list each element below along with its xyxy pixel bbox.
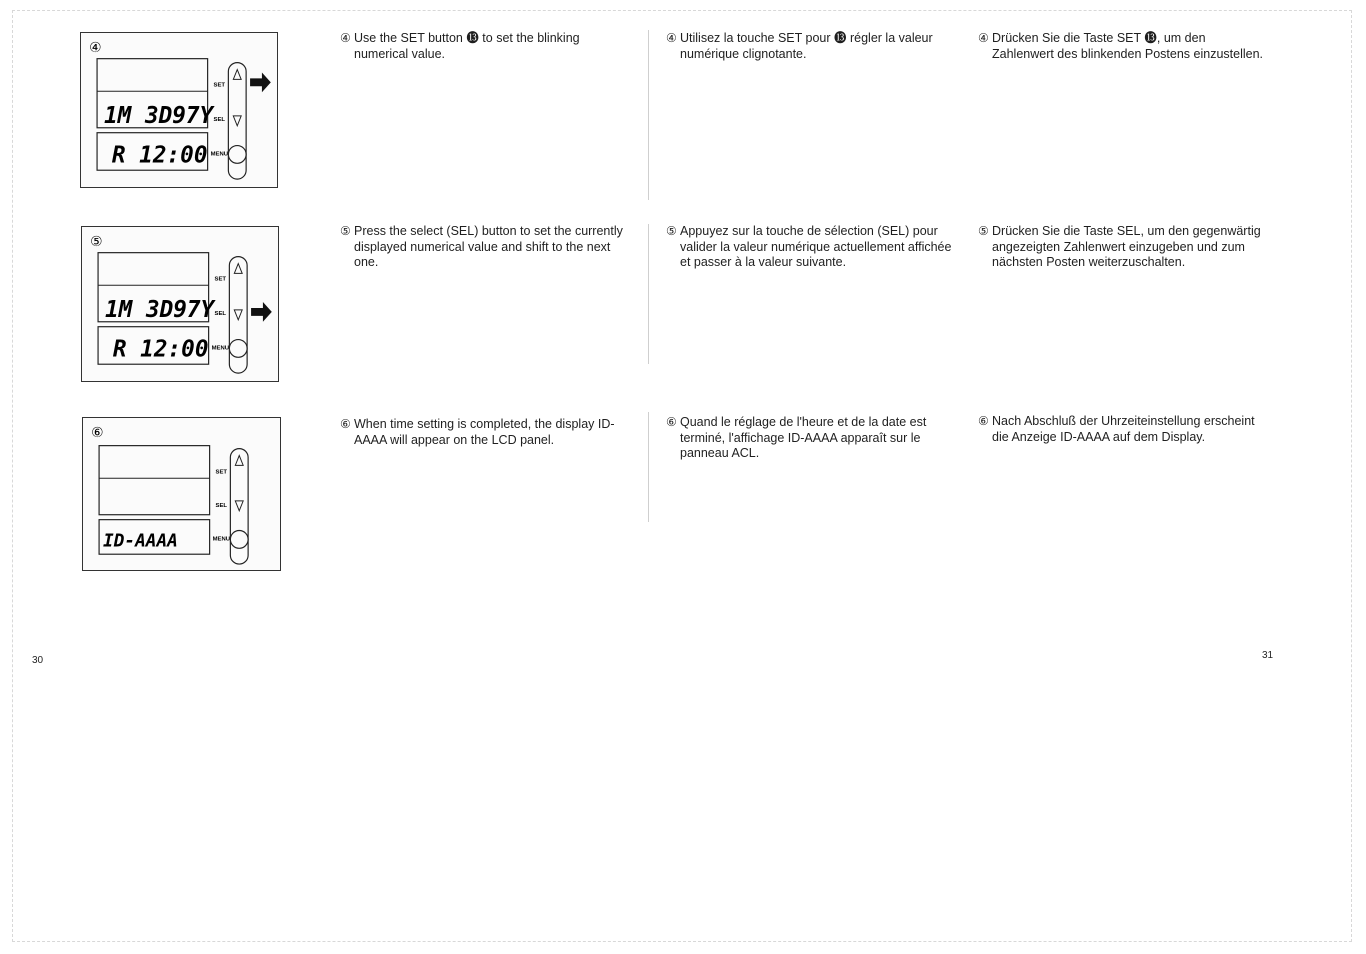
french-step-4-number: ④ [666,31,677,45]
french-step-5 [666,224,962,271]
menu-button-icon [228,146,246,164]
german-step-5-text: Drücken Sie die Taste SEL, um den gegenwärtig angezeigten Zahlenwert einzugeben und zum nächsten Posten weiterzuschalten. [992,224,1261,269]
down-arrow-icon [234,310,242,320]
figure-step-4 [80,32,278,188]
down-arrow-icon [233,116,241,126]
menu-label: MENU [211,345,229,352]
german-step-6-number: ⑥ [978,414,989,428]
page-number-right: 31 [1262,650,1274,661]
set-label: SET [214,276,227,283]
english-step-6-number: ⑥ [340,417,351,431]
set-label: SET [213,82,226,89]
german-step-6-text: Nach Abschluß der Uhrzeiteinstellung erscheint die Anzeige ID-AAAA auf dem Display. [992,414,1255,444]
page-divider [648,224,649,364]
lcd-top-frame [99,446,210,515]
english-step-4-number: ④ [340,31,351,45]
german-step-5 [978,224,1272,271]
page-number-left: 30 [32,655,44,666]
german-step-4-number: ④ [978,31,989,45]
lcd-time-value: ID-AAAA [103,531,178,552]
lcd-date-value: 1M 3D97Y [104,296,215,323]
french-step-6-text: Quand le réglage de l'heure et de la date est terminé, l'affichage ID-AAAA apparaît sur le panneau ACL. [680,415,927,460]
english-step-4 [340,31,638,62]
set-label: SET [215,469,228,476]
english-step-5-number: ⑤ [340,224,351,238]
menu-label: MENU [212,536,230,543]
english-step-5 [340,224,638,271]
figure-step-number: ⑥ [91,424,104,441]
lcd-time-value: R 12:00 [111,142,208,169]
english-step-6-text: When time setting is completed, the display ID-AAAA will appear on the LCD panel. [354,417,615,447]
up-arrow-icon [234,264,242,274]
button-strip [230,449,248,564]
device-illustration [83,418,280,570]
french-step-4 [666,31,962,62]
sel-label: SEL [213,116,226,123]
french-step-5-number: ⑤ [666,224,677,238]
english-step-5-text: Press the select (SEL) button to set the currently displayed numerical value and shift to the next one. [354,224,623,269]
page-divider [648,30,649,200]
german-step-4-text: Drücken Sie die Taste SET ⓭, um den Zahlenwert des blinkenden Postens einzustellen. [992,31,1264,61]
menu-button-icon [229,340,247,358]
lcd-date-value: 1M 3D97Y [103,102,214,129]
figure-step-6 [82,417,281,571]
page-divider [648,412,649,522]
german-step-5-number: ⑤ [978,224,989,238]
french-step-6-number: ⑥ [666,415,677,429]
up-arrow-icon [235,456,243,466]
german-step-6 [978,414,1272,445]
french-step-5-text: Appuyez sur la touche de sélection (SEL) pour valider la valeur numérique actuellement affichée et passer à la valeur suivante. [680,224,952,269]
up-arrow-icon [233,70,241,80]
button-strip [228,63,246,179]
french-step-4-text: Utilisez la touche SET pour ⓭ régler la valeur numérique clignotante. [680,31,933,61]
german-step-4 [978,31,1272,62]
english-step-6 [340,417,638,448]
figure-step-number: ④ [89,39,102,56]
figure-step-5 [81,226,279,382]
arrow-pointer-icon [250,72,271,92]
lcd-time-value: R 12:00 [112,336,209,363]
arrow-pointer-icon [251,302,272,322]
french-step-6 [666,415,962,462]
menu-button-icon [230,531,248,549]
menu-label: MENU [210,151,228,158]
down-arrow-icon [235,501,243,511]
button-strip [229,257,247,373]
sel-label: SEL [214,310,227,317]
device-illustration [82,227,278,381]
sel-label: SEL [215,502,228,509]
english-step-4-text: Use the SET button ⓭ to set the blinking numerical value. [354,31,580,61]
device-illustration [81,33,277,187]
figure-step-number: ⑤ [90,233,103,250]
